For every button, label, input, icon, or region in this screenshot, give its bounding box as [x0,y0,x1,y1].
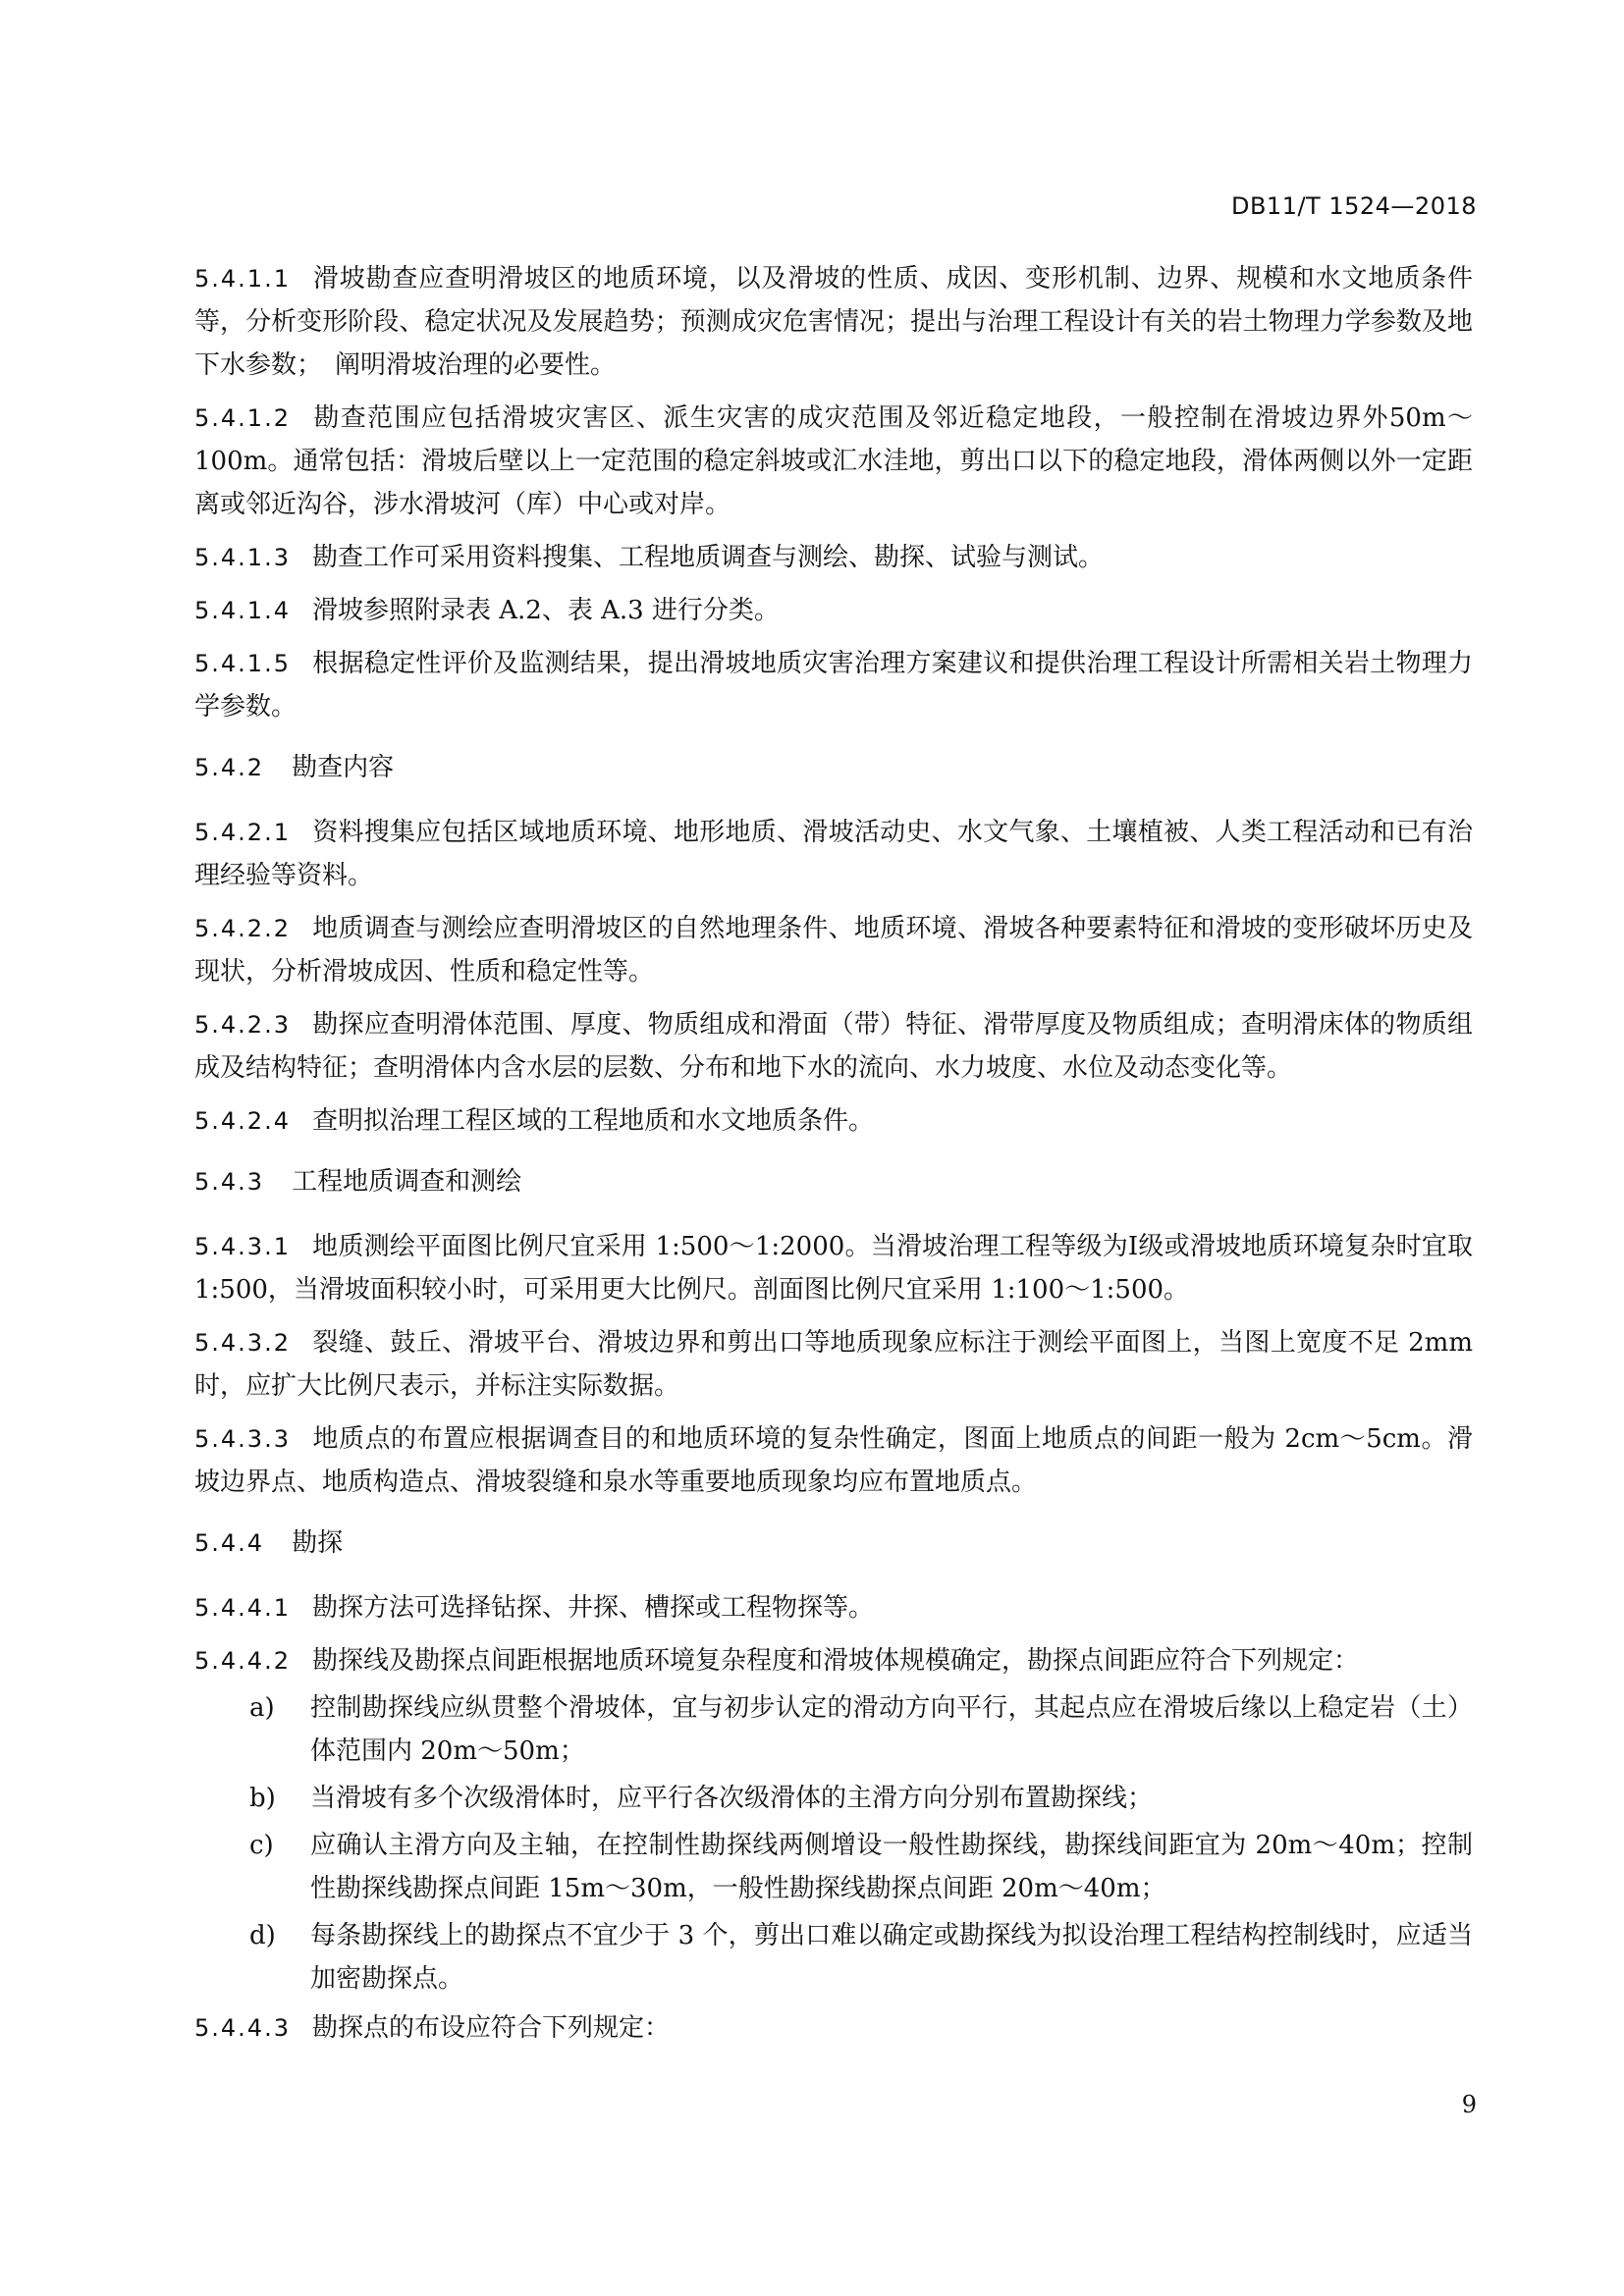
clause-text: 地质调查与测绘应查明滑坡区的自然地理条件、地质环境、滑坡各种要素特征和滑坡的变形破坏历史及现状，分析滑坡成因、性质和稳定性等。 [194,914,1473,987]
clause-5-4-2-4 [194,1099,1473,1143]
clause-5-4-2-2 [194,907,1473,993]
document-body [194,257,1473,2059]
clause-text: 查明拟治理工程区域的工程地质和水文地质条件。 [311,1106,874,1136]
clause-5-4-2-3 [194,1003,1473,1090]
clause-text: 勘探应查明滑体范围、厚度、物质组成和滑面（带）特征、滑带厚度及物质组成；查明滑床体的物质组成及结构特征；查明滑体内含水层的层数、分布和地下水的流向、水力坡度、水位及动态变化等。 [194,1010,1473,1083]
clause-number: 5.4.4.1 [194,1594,291,1622]
clause-number: 5.4.4.3 [194,2014,291,2042]
section-title: 工程地质调查和测绘 [292,1167,522,1197]
clause-text: 地质测绘平面图比例尺宜采用 1:500～1:2000。当滑坡治理工程等级为Ⅰ级或滑坡地质环境复杂时宜取 1:500，当滑坡面积较小时，可采用更大比例尺。剖面图比例尺宜采用 1:100～1:500。 [194,1232,1473,1305]
section-heading-5-4-3 [194,1160,1473,1203]
clause-5-4-3-1 [194,1225,1473,1311]
clause-text: 资料搜集应包括区域地质环境、地形地质、滑坡活动史、水文气象、土壤植被、人类工程活动和已有治理经验等资料。 [194,818,1473,890]
clause-number: 5.4.2.4 [194,1107,291,1135]
section-heading-5-4-2 [194,746,1473,789]
section-heading-5-4-4 [194,1522,1473,1565]
section-number: 5.4.2 [194,754,265,781]
clause-number: 5.4.1.1 [194,265,291,293]
clause-5-4-1-1 [194,257,1473,387]
clause-number: 5.4.3.2 [194,1329,291,1357]
clause-5-4-1-2 [194,397,1473,526]
clause-text: 勘探点的布设应符合下列规定： [311,2013,670,2043]
clause-text: 地质点的布置应根据调查目的和地质环境的复杂性确定，图面上地质点的间距一般为 2cm～5cm。滑坡边界点、地质构造点、滑坡裂缝和泉水等重要地质现象均应布置地质点。 [194,1424,1473,1497]
clause-number: 5.4.1.2 [194,404,291,432]
list-item-a [194,1686,1473,1773]
list-item-c [194,1824,1473,1910]
list-marker: b) [249,1784,276,1813]
list-marker: c) [249,1831,274,1860]
list-item-d [194,1914,1473,2001]
clause-text: 滑坡勘查应查明滑坡区的地质环境，以及滑坡的性质、成因、变形机制、边界、规模和水文地质条件等，分析变形阶段、稳定状况及发展趋势；预测成灾危害情况；提出与治理工程设计有关的岩土物理力学参数及地下水参数； 阐明滑坡治理的必要性。 [194,264,1473,380]
clause-5-4-3-3 [194,1417,1473,1504]
clause-5-4-1-3 [194,536,1473,579]
clause-number: 5.4.1.5 [194,650,291,677]
section-title: 勘查内容 [292,753,395,782]
clause-number: 5.4.4.2 [194,1647,291,1675]
clause-5-4-4-3 [194,2006,1473,2050]
clause-5-4-1-4 [194,589,1473,632]
list-item-b [194,1777,1473,1820]
clause-number: 5.4.2.2 [194,915,291,942]
clause-text: 勘查范围应包括滑坡灾害区、派生灾害的成灾范围及邻近稳定地段，一般控制在滑坡边界外50m～100m。通常包括：滑坡后壁以上一定范围的稳定斜坡或汇水洼地，剪出口以下的稳定地段，滑体两侧以外一定距离或邻近沟谷，涉水滑坡河（库）中心或对岸。 [194,403,1473,519]
clause-5-4-3-2 [194,1321,1473,1408]
list-item-text: 当滑坡有多个次级滑体时，应平行各次级滑体的主滑方向分别布置勘探线； [310,1784,1154,1813]
clause-number: 5.4.3.1 [194,1233,291,1260]
list-item-text: 应确认主滑方向及主轴，在控制性勘探线两侧增设一般性勘探线，勘探线间距宜为 20m～40m；控制性勘探线勘探点间距 15m～30m，一般性勘探线勘探点间距 20m～40m； [310,1831,1473,1903]
section-number: 5.4.3 [194,1168,265,1196]
clause-number: 5.4.1.4 [194,597,291,624]
section-title: 勘探 [292,1528,344,1558]
clause-5-4-2-1 [194,811,1473,897]
clause-5-4-4-2 [194,1639,1473,1682]
list-marker: d) [249,1921,276,1950]
clause-5-4-4-2-list [194,1686,1473,2001]
clause-text: 裂缝、鼓丘、滑坡平台、滑坡边界和剪出口等地质现象应标注于测绘平面图上，当图上宽度不足 2mm 时，应扩大比例尺表示，并标注实际数据。 [194,1328,1473,1401]
clause-text: 勘查工作可采用资料搜集、工程地质调查与测绘、勘探、试验与测试。 [311,543,1104,572]
clause-text: 滑坡参照附录表 A.2、表 A.3 进行分类。 [311,596,780,625]
list-marker: a) [249,1693,275,1723]
document-code: DB11/T 1524—2018 [1230,192,1477,220]
clause-5-4-1-5 [194,642,1473,728]
section-number: 5.4.4 [194,1529,265,1557]
clause-text: 勘探方法可选择钻探、井探、槽探或工程物探等。 [311,1593,874,1623]
clause-text: 勘探线及勘探点间距根据地质环境复杂程度和滑坡体规模确定，勘探点间距应符合下列规定： [311,1646,1359,1676]
clause-5-4-4-1 [194,1586,1473,1629]
clause-number: 5.4.1.3 [194,544,291,571]
clause-text: 根据稳定性评价及监测结果，提出滑坡地质灾害治理方案建议和提供治理工程设计所需相关岩土物理力学参数。 [194,649,1473,721]
clause-number: 5.4.2.1 [194,819,291,846]
clause-number: 5.4.2.3 [194,1011,291,1039]
list-item-text: 每条勘探线上的勘探点不宜少于 3 个，剪出口难以确定或勘探线为拟设治理工程结构控制线时，应适当加密勘探点。 [310,1921,1473,1994]
list-item-text: 控制勘探线应纵贯整个滑坡体，宜与初步认定的滑动方向平行，其起点应在滑坡后缘以上稳定岩（土）体范围内 20m～50m； [310,1693,1473,1766]
page-number: 9 [1461,2091,1477,2118]
clause-number: 5.4.3.3 [194,1425,291,1453]
